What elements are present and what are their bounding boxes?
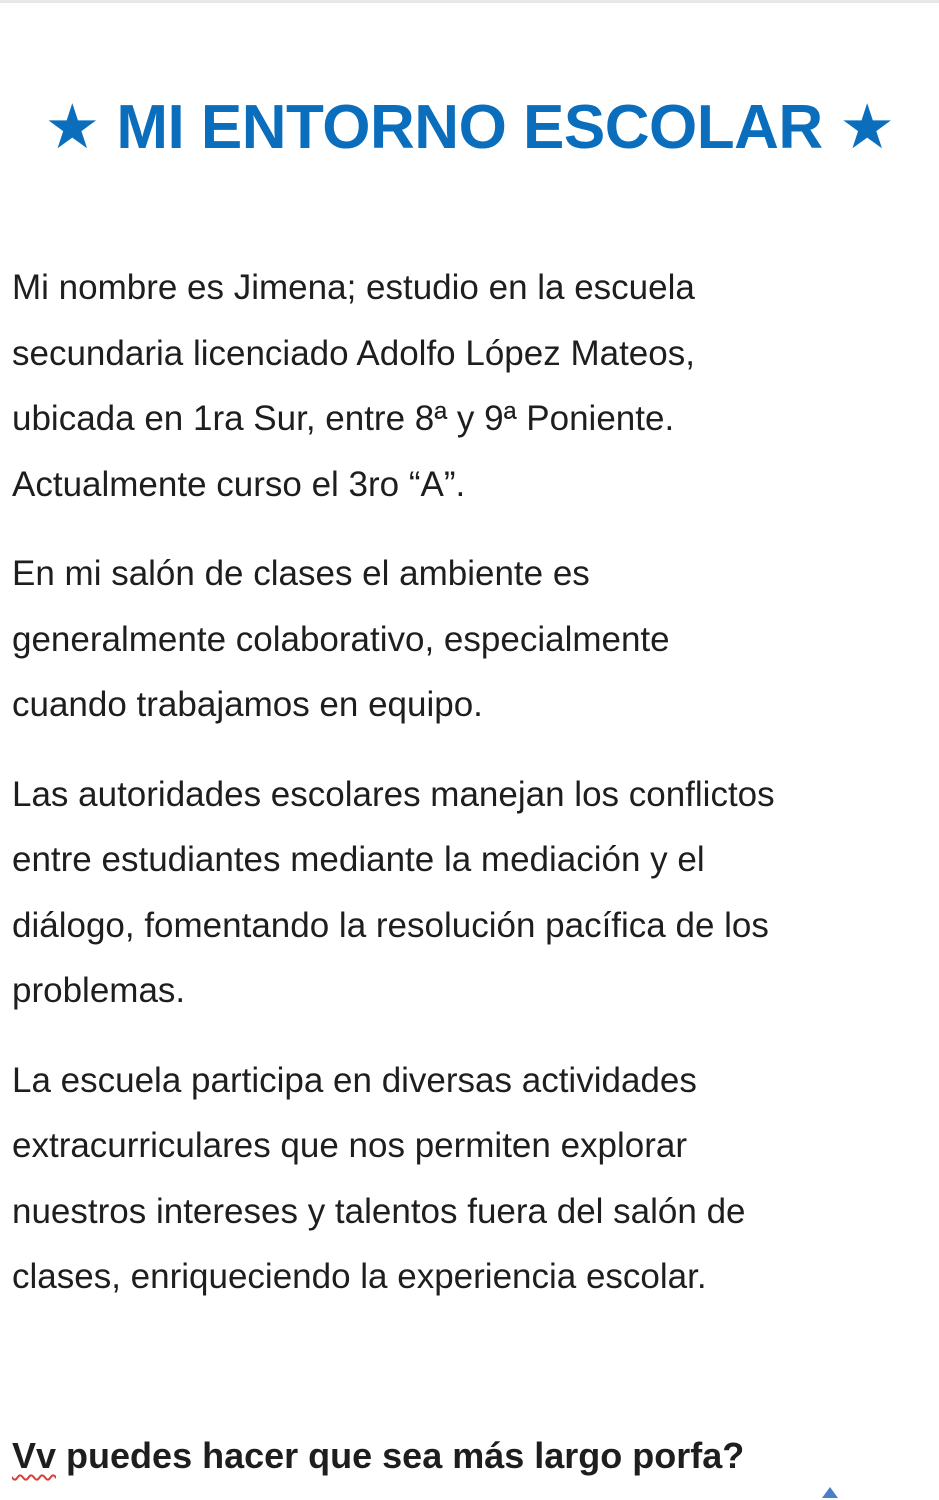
star-right-icon: ★ — [839, 92, 895, 162]
paragraph-line: secundaria licenciado Adolfo López Mateos, — [12, 333, 695, 373]
paragraph-intro — [12, 255, 927, 517]
top-divider — [0, 0, 939, 3]
caret-up-icon[interactable] — [822, 1487, 838, 1498]
paragraph-line: Mi nombre es Jimena; estudio en la escuela — [12, 268, 695, 307]
paragraph-line: nuestros intereses y talentos fuera del salón de — [12, 1191, 746, 1231]
title-text: MI ENTORNO ESCOLAR — [116, 92, 823, 162]
paragraph-line: Las autoridades escolares manejan los conflictos — [12, 774, 775, 814]
user-request-message[interactable] — [12, 1428, 927, 1484]
paragraph-line: En mi salón de clases el ambiente es — [12, 554, 590, 593]
paragraph-activities — [12, 1048, 927, 1310]
star-left-icon: ★ — [44, 92, 100, 162]
paragraph-line: cuando trabajamos en equipo. — [12, 685, 483, 724]
paragraph-line: clases, enriqueciendo la experiencia escolar. — [12, 1257, 707, 1296]
paragraph-line: Actualmente curso el 3ro “A”. — [12, 464, 466, 504]
paragraph-line: entre estudiantes mediante la mediación y el — [12, 840, 705, 879]
paragraph-line: diálogo, fomentando la resolución pacífica de los — [12, 905, 769, 945]
paragraph-line: La escuela participa en diversas actividades — [12, 1060, 697, 1100]
paragraph-conflicts — [12, 762, 927, 1024]
paragraph-line: problemas. — [12, 971, 186, 1010]
essay-body — [12, 255, 927, 1334]
paragraph-line: ubicada en 1ra Sur, entre 8ª y 9ª Poniente. — [12, 399, 675, 438]
misspelled-word[interactable]: Vv — [12, 1435, 57, 1476]
request-text: puedes hacer que sea más largo porfa? — [56, 1435, 745, 1476]
paragraph-classroom — [12, 541, 927, 738]
page-title — [0, 90, 939, 166]
paragraph-line: generalmente colaborativo, especialmente — [12, 619, 670, 659]
paragraph-line: extracurriculares que nos permiten explorar — [12, 1126, 688, 1165]
